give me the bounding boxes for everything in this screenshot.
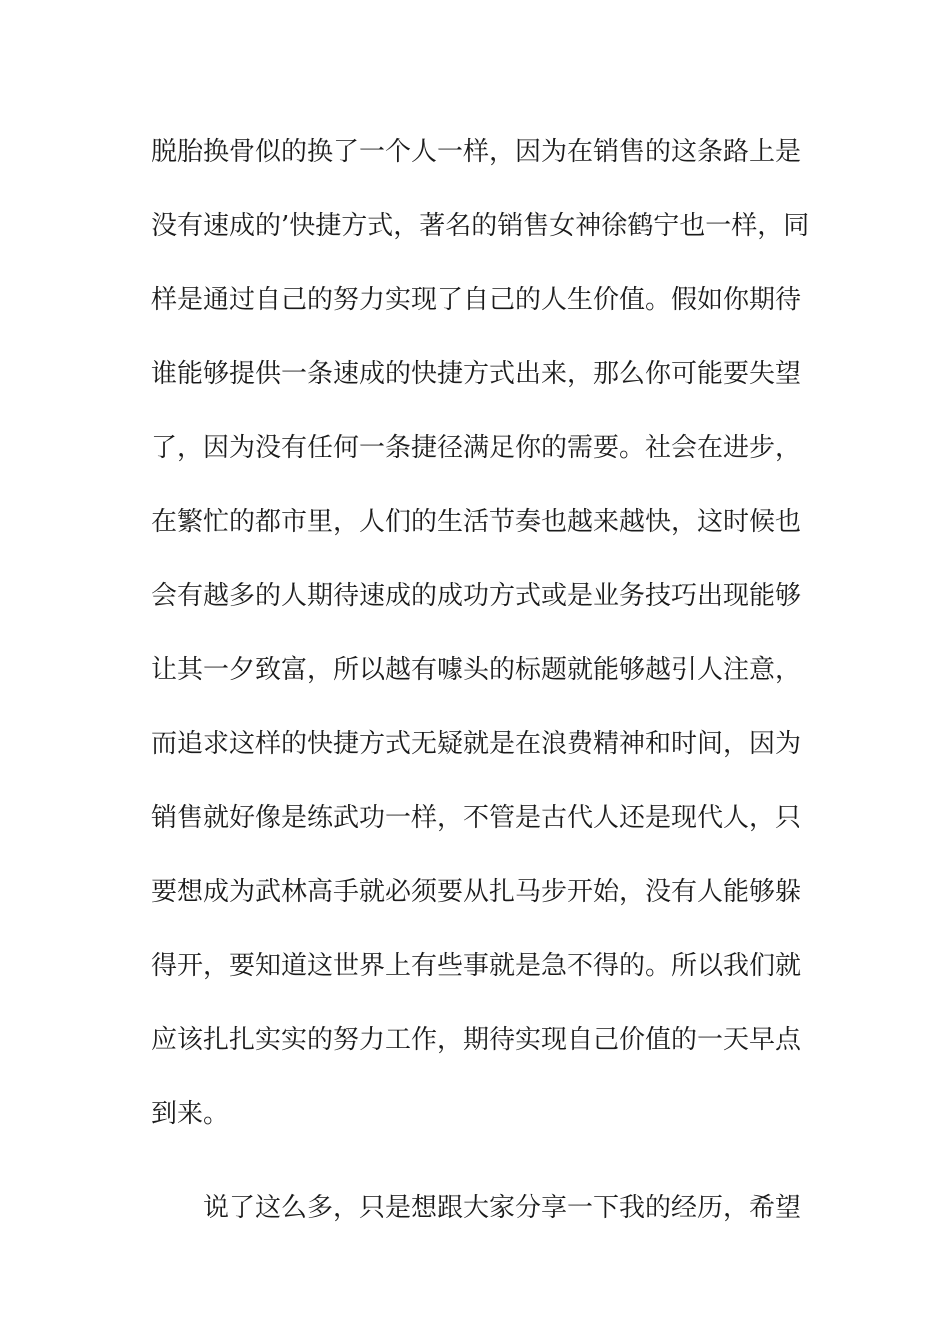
text-line: 应该扎扎实实的努力工作，期待实现自己价值的一天早点 [151,1025,802,1055]
text-line: 销售就好像是练武功一样，不管是古代人还是现代人，只 [151,803,802,833]
text-line: 脱胎换骨似的换了一个人一样，因为在销售的这条路上是 [151,137,802,167]
text-line: 说了这么多，只是想跟大家分享一下我的经历，希望 [203,1193,802,1223]
text-line: 到来。 [151,1099,230,1129]
body-text [151,128,811,1258]
text-line: 要想成为武林高手就必须要从扎马步开始，没有人能够躲 [151,877,802,907]
text-line: 而追求这样的快捷方式无疑就是在浪费精神和时间，因为 [151,729,802,759]
text-line: 样是通过自己的努力实现了自己的人生价值。假如你期待 [151,285,802,315]
paragraph-1 [151,128,811,1164]
paragraph-2 [151,1184,811,1258]
text-line: 没有速成的’快捷方式，著名的销售女神徐鹤宁也一样，同 [151,211,810,241]
text-line: 了，因为没有任何一条捷径满足你的需要。社会在进步， [151,433,802,463]
text-line: 得开，要知道这世界上有些事就是急不得的。所以我们就 [151,951,802,981]
text-line: 让其一夕致富，所以越有噱头的标题就能够越引人注意， [151,655,802,685]
text-line: 谁能够提供一条速成的快捷方式出来，那么你可能要失望 [151,359,802,389]
text-line: 在繁忙的都市里，人们的生活节奏也越来越快，这时候也 [151,507,802,537]
paragraph-spacing [151,1164,811,1184]
text-line: 会有越多的人期待速成的成功方式或是业务技巧出现能够 [151,581,802,611]
